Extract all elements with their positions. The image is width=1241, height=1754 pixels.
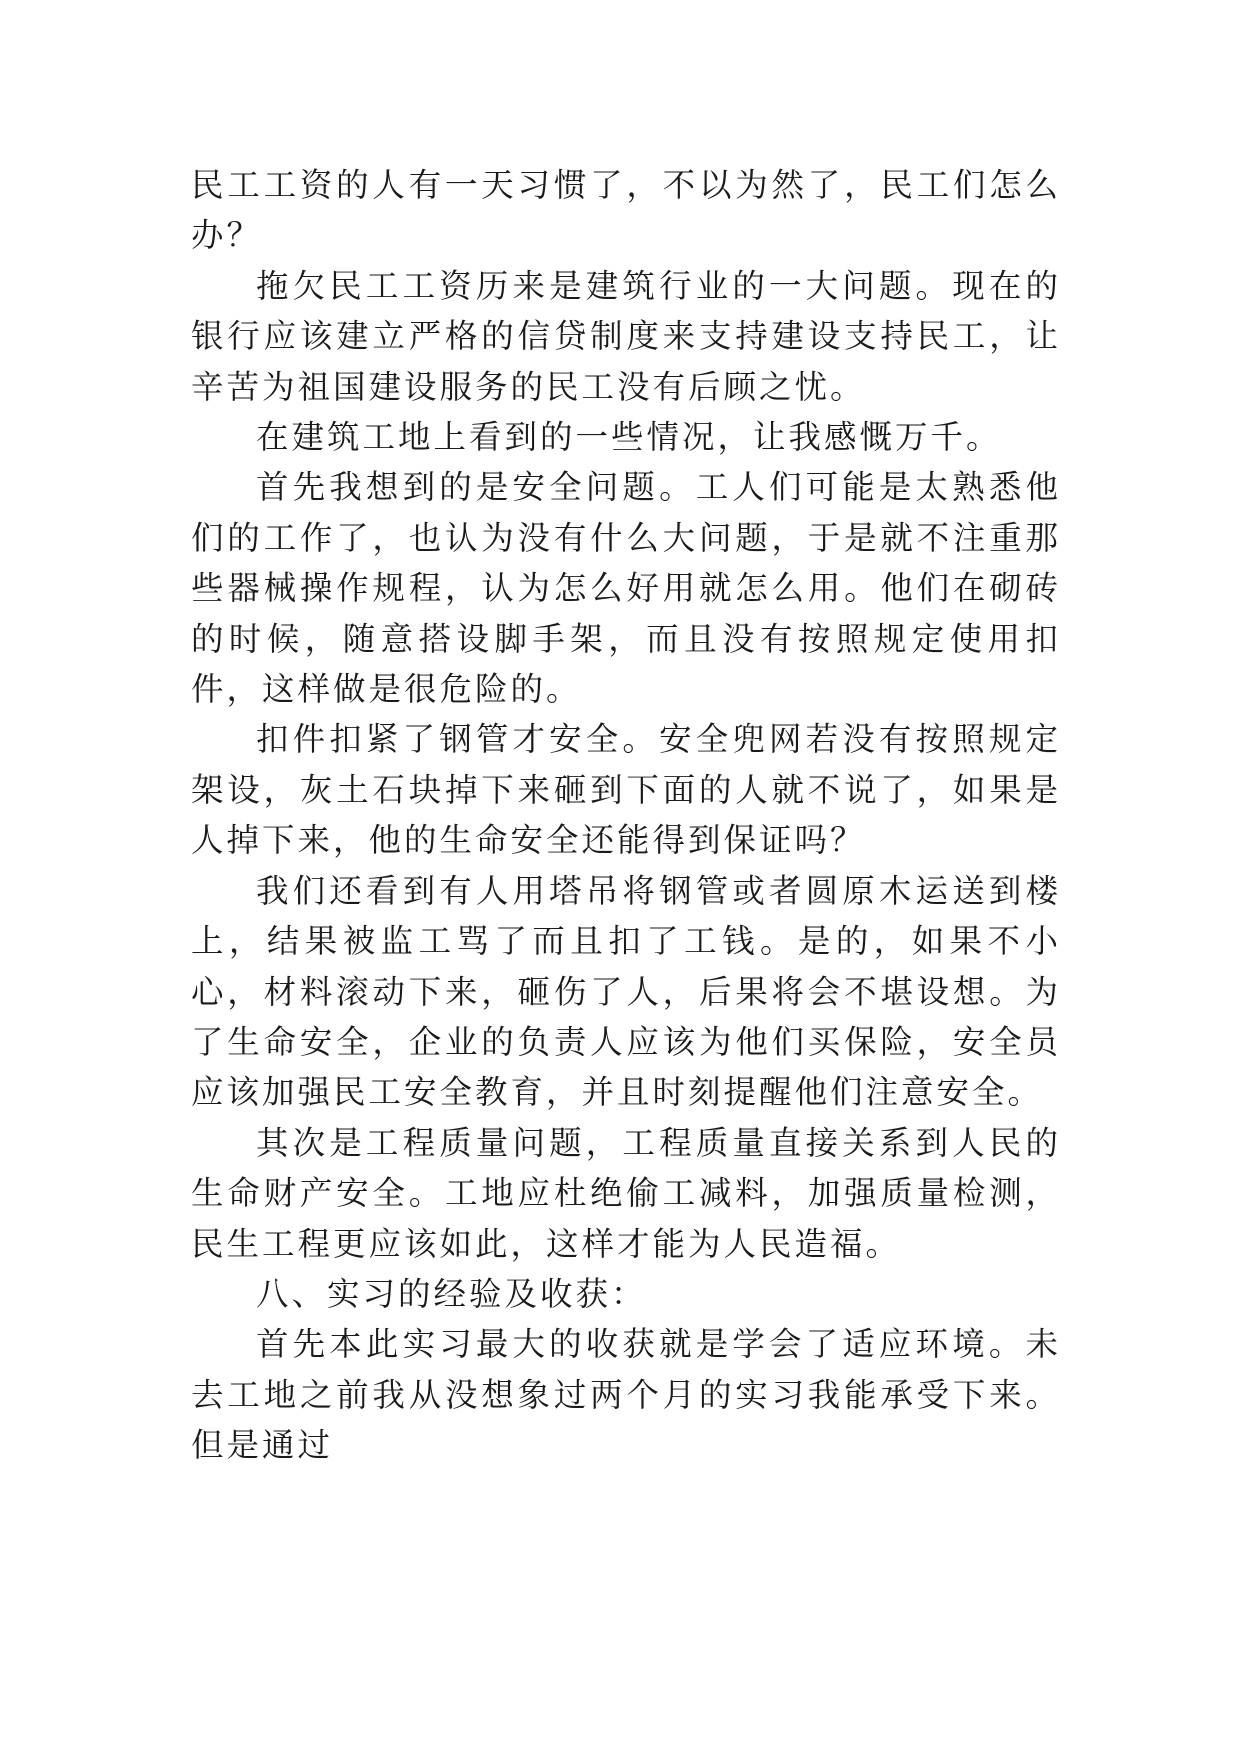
paragraph: 民工工资的人有一天习惯了，不以为然了，民工们怎么办？ (191, 166, 1061, 255)
document-body (191, 160, 1061, 1471)
paragraph: 其次是工程质量问题，工程质量直接关系到人民的生命财产安全。工地应杜绝偷工减料，加强质量检测，民生工程更应该如此，这样才能为人民造福。 (191, 1123, 1061, 1263)
section-heading: 八、实习的经验及收获： (256, 1274, 647, 1313)
paragraph: 扣件扣紧了钢管才安全。安全兜网若没有按照规定架设，灰土石块掉下来砸到下面的人就不说了，如果是人掉下来，他的生命安全还能得到保证吗？ (191, 720, 1061, 860)
paragraph: 首先我想到的是安全问题。工人们可能是太熟悉他们的工作了，也认为没有什么大问题，于是就不注重那些器械操作规程，认为怎么好用就怎么用。他们在砌砖的时候，随意搭设脚手架，而且没有按照规定使用扣件，这样做是很危险的。 (191, 468, 1061, 709)
paragraph: 首先本此实习最大的收获就是学会了适应环境。未去工地之前我从没想象过两个月的实习我能承受下来。但是通过 (191, 1325, 1061, 1465)
paragraph: 拖欠民工工资历来是建筑行业的一大问题。现在的银行应该建立严格的信贷制度来支持建设支持民工，让辛苦为祖国建设服务的民工没有后顾之忧。 (191, 266, 1061, 406)
paragraph: 在建筑工地上看到的一些情况，让我感慨万千。 (256, 418, 1002, 457)
paragraph: 我们还看到有人用塔吊将钢管或者圆原木运送到楼上，结果被监工骂了而且扣了工钱。是的，如果不小心，材料滚动下来，砸伤了人，后果将会不堪设想。为了生命安全，企业的负责人应该为他们买保险，安全员应该加强民工安全教育，并且时刻提醒他们注意安全。 (191, 871, 1061, 1112)
